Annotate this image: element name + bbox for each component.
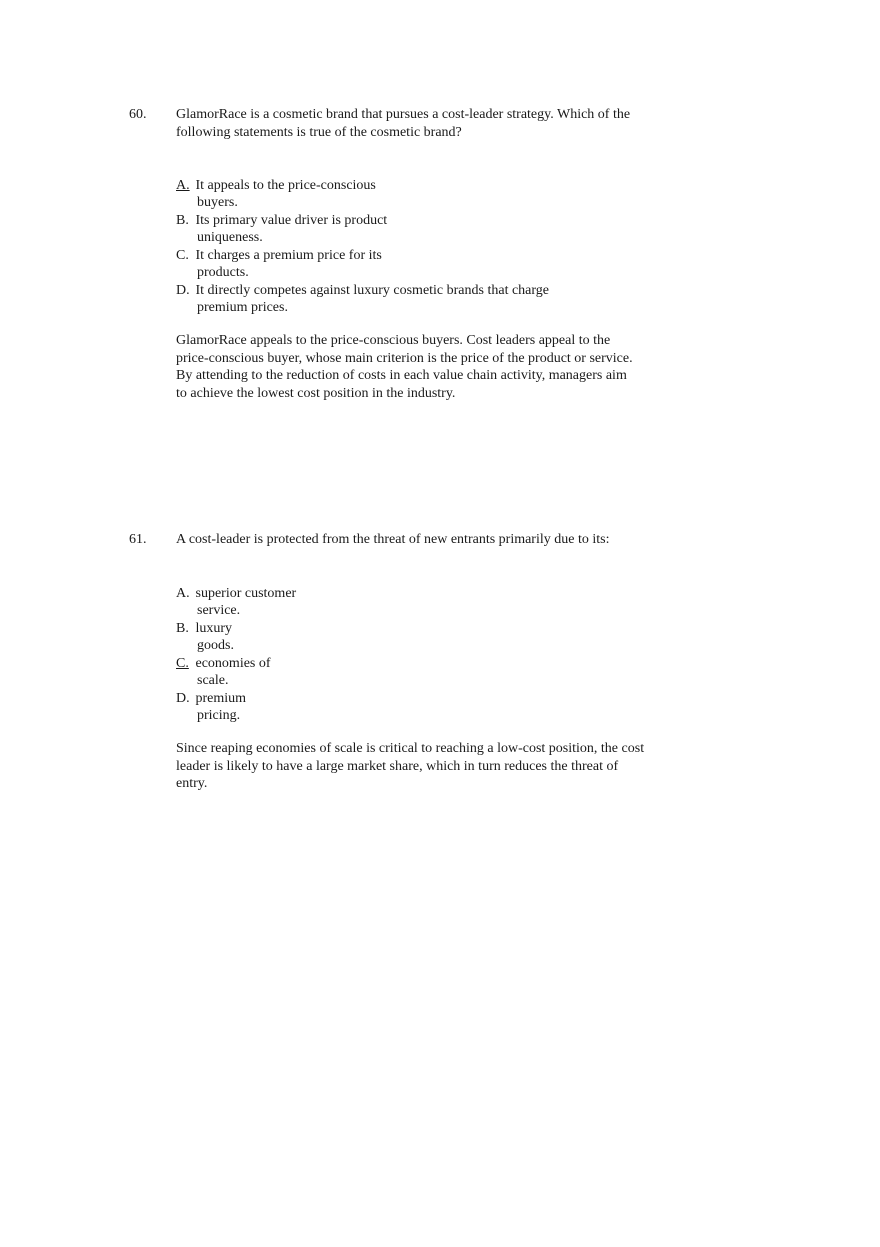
explanation-line: GlamorRace appeals to the price-conscious buyers. Cost leaders appeal to the xyxy=(176,333,611,348)
answer-choices xyxy=(176,177,689,316)
explanation-line: entry. xyxy=(176,776,208,791)
choice-text-continued: pricing. xyxy=(197,708,241,723)
choice-text-continued: uniqueness. xyxy=(197,230,263,245)
explanation-line: By attending to the reduction of costs in each value chain activity, managers aim xyxy=(176,368,627,383)
question-text-line: GlamorRace is a cosmetic brand that pursues a cost-leader strategy. Which of the xyxy=(176,107,631,122)
choice-a xyxy=(176,585,689,619)
choice-text-continued: premium prices. xyxy=(197,300,288,315)
choice-letter: C. xyxy=(176,248,189,263)
explanation-line: price-conscious buyer, whose main criterion is the price of the product or service. xyxy=(176,350,633,366)
choice-text: economies of xyxy=(195,656,271,671)
choice-letter: A. xyxy=(176,178,190,193)
question-number: 61. xyxy=(129,532,147,547)
choice-b xyxy=(176,620,689,654)
choice-d xyxy=(176,282,689,316)
question-stem xyxy=(129,106,689,142)
choice-c xyxy=(176,247,689,281)
choice-text-continued: buyers. xyxy=(197,195,238,210)
choice-text: It charges a premium price for its xyxy=(195,248,382,263)
explanation-line: to achieve the lowest cost position in the industry. xyxy=(176,385,456,401)
choice-text-continued: scale. xyxy=(197,673,229,688)
choice-b xyxy=(176,212,689,246)
question-text-line: A cost-leader is protected from the threat of new entrants primarily due to its: xyxy=(176,532,610,547)
question-text xyxy=(176,531,689,549)
choice-text-continued: products. xyxy=(197,265,249,280)
choice-a xyxy=(176,177,689,211)
choice-text-continued: goods. xyxy=(197,638,234,653)
choice-letter: A. xyxy=(176,586,190,601)
answer-explanation xyxy=(176,332,689,402)
answer-choices xyxy=(176,585,689,724)
answer-explanation xyxy=(176,740,689,793)
choice-c xyxy=(176,655,689,689)
choice-letter: C. xyxy=(176,656,189,671)
choice-text: Its primary value driver is product xyxy=(195,213,388,228)
question-number: 60. xyxy=(129,107,147,122)
choice-d xyxy=(176,690,689,724)
explanation-line: leader is likely to have a large market share, which in turn reduces the threat of xyxy=(176,758,619,774)
choice-letter: B. xyxy=(176,621,189,636)
choice-text: superior customer xyxy=(195,586,297,601)
question-60 xyxy=(129,106,689,402)
question-61 xyxy=(129,531,689,793)
choice-text: luxury xyxy=(195,621,233,636)
question-stem xyxy=(129,531,689,549)
choice-text: premium xyxy=(195,691,247,706)
explanation-line: Since reaping economies of scale is critical to reaching a low-cost position, the cost xyxy=(176,741,645,756)
question-text xyxy=(176,106,689,142)
choice-letter: D. xyxy=(176,283,190,298)
choice-text: It directly competes against luxury cosmetic brands that charge xyxy=(195,283,550,298)
choice-text: It appeals to the price-conscious xyxy=(195,178,376,193)
choice-letter: D. xyxy=(176,691,190,706)
choice-letter: B. xyxy=(176,213,189,228)
question-text-line: following statements is true of the cosmetic brand? xyxy=(176,125,462,140)
choice-text-continued: service. xyxy=(197,603,241,618)
